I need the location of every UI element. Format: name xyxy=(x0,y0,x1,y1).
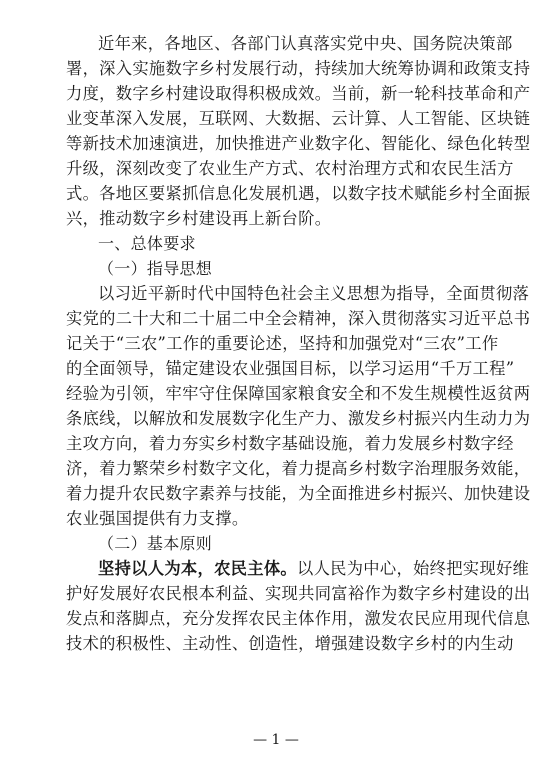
text-line: 发点和落脚点，充分发挥农民主体作用，激发农民应用现代信息 xyxy=(66,609,531,628)
text-line: 条底线，以解放和发展数字化生产力、激发乡村振兴内生动力为 xyxy=(66,409,531,428)
text-line: 署，深入实施数字乡村发展行动，持续加大统筹协调和政策支持 xyxy=(66,59,531,78)
principle-lead: 坚持以人为本，农民主体。 xyxy=(98,559,297,578)
text-line: 技术的积极性、主动性、创造性，增强建设数字乡村的内生动 xyxy=(66,634,514,653)
text-line: 以习近平新时代中国特色社会主义思想为指导，全面贯彻落 xyxy=(98,284,530,303)
text-line: 济，着力繁荣乡村数字文化，着力提高乡村数字治理服务效能， xyxy=(66,459,531,478)
text-line: 等新技术加速演进，加快推进产业数字化、智能化、绿色化转型 xyxy=(66,134,531,153)
text-line: 升级，深刻改变了农业生产方式、农村治理方式和农民生活方 xyxy=(66,159,514,178)
text-line: 主攻方向，着力夯实乡村数字基础设施，着力发展乡村数字经 xyxy=(66,434,514,453)
text-line: 农业强国提供有力支撑。 xyxy=(66,509,249,528)
text-line xyxy=(98,559,530,579)
text-line: 业变革深入发展，互联网、大数据、云计算、人工智能、区块链 xyxy=(66,109,531,128)
principle-text: 以人民为中心，始终把实现好维 xyxy=(296,559,530,578)
text-line: 近年来，各地区、各部门认真落实党中央、国务院决策部 xyxy=(98,34,513,53)
section-heading: 一、总体要求 xyxy=(98,234,196,253)
text-line: 经验为引领，牢牢守住保障国家粮食安全和不发生规模性返贫两 xyxy=(66,384,531,403)
text-line: 记关于“三农”工作的重要论述，坚持和加强党对“三农”工作 xyxy=(66,334,499,353)
text-line: 护好发展好农民根本利益、实现共同富裕作为数字乡村建设的出 xyxy=(66,584,531,603)
page-number: — 1 — xyxy=(253,732,299,748)
text-line: 兴，推动数字乡村建设再上新台阶。 xyxy=(66,209,332,228)
text-line: 式。各地区要紧抓信息化发展机遇，以数字技术赋能乡村全面振 xyxy=(66,184,531,203)
text-line: 的全面领导，锚定建设农业强国目标，以学习运用“千万工程” xyxy=(66,359,515,378)
subsection-heading: （二）基本原则 xyxy=(98,534,213,553)
text-line: 力度，数字乡村建设取得积极成效。当前，新一轮科技革命和产 xyxy=(66,84,531,103)
subsection-heading: （一）指导思想 xyxy=(98,259,213,278)
text-line: 实党的二十大和二十届二中全会精神，深入贯彻落实习近平总书 xyxy=(66,309,531,328)
text-line: 着力提升农民数字素养与技能，为全面推进乡村振兴、加快建设 xyxy=(66,484,531,503)
